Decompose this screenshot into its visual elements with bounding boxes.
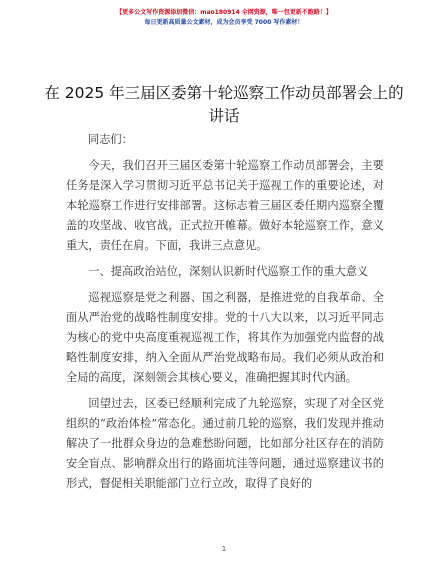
document-title: 在 2025 年三届区委第十轮巡察工作动员部署会上的讲话 — [44, 84, 404, 125]
salutation: 同志们： — [88, 133, 133, 146]
promo-banner-line-1: 【更多公文写作资源添加微信：mao180914 全网资源，唯一包更新不跑路！】 — [116, 9, 332, 16]
promo-banner-line-2: 每日更新高质量公文素材，成为会员享受 7000 写作素材！ — [144, 19, 304, 26]
promo-banner — [0, 8, 448, 28]
document-body — [66, 130, 384, 500]
paragraph-intro: 今天，我们召开三届区委第十轮巡察工作动员部署会，主要任务是深入学习贯彻习近平总书记关于巡视工作的重要论述，对本轮巡察工作进行安排部署。这标志着三届区委任期内巡察全覆盖的攻坚战、收官战，正式拉开帷幕。做好本轮巡察工作，意义重大，责任在肩。下面，我讲三点意见。 — [66, 159, 384, 252]
paragraph-3: 回望过去，区委已经顺利完成了九轮巡察，实现了对全区党组织的“政治体检”常态化。通过前几轮的巡察，我们发现并推动解决了一批群众身边的急难愁盼问题，比如部分社区存在的消防安全盲点、影响群众出行的路面坑洼等问题，通过巡察建议书的形式，督促相关职能部门立行立改，取得了良好的 — [66, 397, 384, 490]
section-heading-1: 一、提高政治站位，深刻认识新时代巡察工作的重大意义 — [88, 265, 369, 278]
page-number: 1 — [221, 545, 227, 553]
paragraph-2: 巡视巡察是党之利器、国之利器，是推进党的自我革命、全面从严治党的战略性制度安排。党的十八大以来，以习近平同志为核心的党中央高度重视巡视工作，将其作为加强党内监督的战略性制度安排，纳入全面从严治党战略布局。我们必须从政治和全局的高度，深刻领会其核心要义，准确把握其时代内涵。 — [66, 291, 384, 384]
